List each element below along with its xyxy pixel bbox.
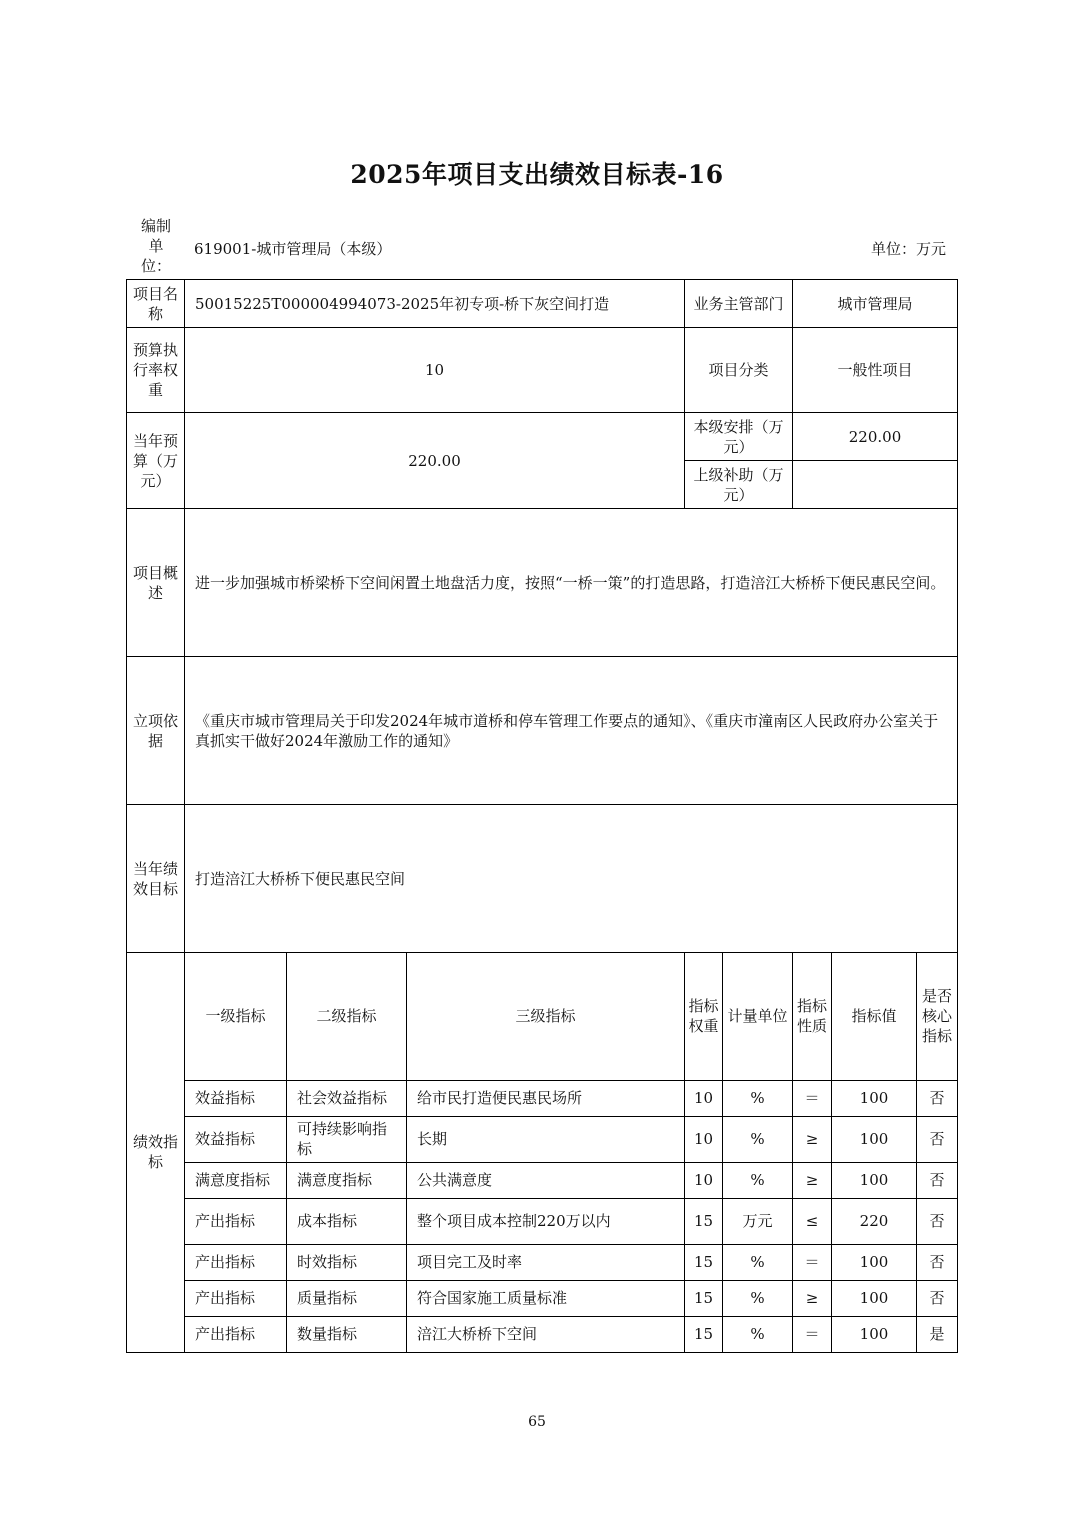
header-weight: 指标权重 — [685, 952, 723, 1080]
value-cell: 100 — [832, 1162, 917, 1198]
weight-cell: 15 — [685, 1198, 723, 1244]
level2-cell: 可持续影响指标 — [287, 1116, 407, 1162]
exec-rate-value: 10 — [185, 328, 685, 413]
project-name: 50015225T000004994073-2025年初专项-桥下灰空间打造 — [185, 280, 685, 328]
unit-cell: % — [723, 1244, 793, 1280]
unit-cell: % — [723, 1316, 793, 1352]
level1-cell: 满意度指标 — [185, 1162, 287, 1198]
unit-cell: % — [723, 1162, 793, 1198]
budget-value: 220.00 — [185, 413, 685, 509]
row-budget — [127, 413, 958, 461]
nature-cell: ≥ — [793, 1116, 832, 1162]
dept-value: 城市管理局 — [793, 280, 958, 328]
row-exec-rate — [127, 328, 958, 413]
unit-cell: % — [723, 1116, 793, 1162]
row-goal — [127, 805, 958, 953]
level3-cell: 给市民打造便民惠民场所 — [407, 1080, 685, 1116]
header-value: 指标值 — [832, 952, 917, 1080]
project-info-table — [126, 279, 958, 953]
level3-cell: 公共满意度 — [407, 1162, 685, 1198]
core-cell: 否 — [917, 1280, 958, 1316]
header-level3: 三级指标 — [407, 952, 685, 1080]
compiling-unit-value: 619001-城市管理局（本级） — [194, 240, 392, 258]
goal-text: 打造涪江大桥桥下便民惠民空间 — [185, 805, 958, 953]
goal-label: 当年绩效目标 — [127, 805, 185, 953]
indicators-header-row — [127, 952, 958, 1080]
level2-cell: 时效指标 — [287, 1244, 407, 1280]
unit-cell: 万元 — [723, 1198, 793, 1244]
currency-unit: 单位：万元 — [870, 240, 946, 258]
core-cell: 否 — [917, 1080, 958, 1116]
core-cell: 否 — [917, 1162, 958, 1198]
level1-cell: 效益指标 — [185, 1116, 287, 1162]
local-label: 本级安排（万元） — [685, 413, 793, 461]
value-cell: 100 — [832, 1080, 917, 1116]
page-number: 65 — [528, 1414, 546, 1430]
table-row — [127, 1280, 958, 1316]
category-label: 项目分类 — [685, 328, 793, 413]
level1-cell: 产出指标 — [185, 1316, 287, 1352]
weight-cell: 15 — [685, 1316, 723, 1352]
level2-cell: 社会效益指标 — [287, 1080, 407, 1116]
weight-cell: 10 — [685, 1080, 723, 1116]
subsidy-value — [793, 461, 958, 509]
table-row — [127, 1080, 958, 1116]
level2-cell: 数量指标 — [287, 1316, 407, 1352]
weight-cell: 15 — [685, 1244, 723, 1280]
header-level1: 一级指标 — [185, 952, 287, 1080]
level2-cell: 成本指标 — [287, 1198, 407, 1244]
nature-cell: ＝ — [793, 1316, 832, 1352]
compiling-unit-label: 编制单位： — [140, 217, 171, 275]
nature-cell: ＝ — [793, 1080, 832, 1116]
unit-cell: % — [723, 1280, 793, 1316]
row-basis — [127, 657, 958, 805]
level3-cell: 整个项目成本控制220万以内 — [407, 1198, 685, 1244]
table-row — [127, 1244, 958, 1280]
basis-text: 《重庆市城市管理局关于印发2024年城市道桥和停车管理工作要点的通知》、《重庆市潼南区人民政府办公室关于真抓实干做好2024年激励工作的通知》 — [185, 657, 958, 805]
level1-cell: 产出指标 — [185, 1198, 287, 1244]
value-cell: 100 — [832, 1280, 917, 1316]
nature-cell: ≥ — [793, 1280, 832, 1316]
value-cell: 220 — [832, 1198, 917, 1244]
level3-cell: 涪江大桥桥下空间 — [407, 1316, 685, 1352]
exec-rate-label: 预算执行率权重 — [127, 328, 185, 413]
header-core: 是否核心指标 — [917, 952, 958, 1080]
dept-label: 业务主管部门 — [685, 280, 793, 328]
indicators-table — [126, 952, 958, 1353]
level1-cell: 效益指标 — [185, 1080, 287, 1116]
core-cell: 否 — [917, 1116, 958, 1162]
unit-cell: % — [723, 1080, 793, 1116]
header-level2: 二级指标 — [287, 952, 407, 1080]
value-cell: 100 — [832, 1316, 917, 1352]
table-row — [127, 1116, 958, 1162]
level3-cell: 符合国家施工质量标准 — [407, 1280, 685, 1316]
project-name-label: 项目名称 — [127, 280, 185, 328]
table-row — [127, 1316, 958, 1352]
budget-label: 当年预算（万元） — [127, 413, 185, 509]
local-value: 220.00 — [793, 413, 958, 461]
overview-label: 项目概述 — [127, 509, 185, 657]
nature-cell: ≤ — [793, 1198, 832, 1244]
table-row — [127, 1162, 958, 1198]
level3-cell: 项目完工及时率 — [407, 1244, 685, 1280]
nature-cell: ＝ — [793, 1244, 832, 1280]
core-cell: 否 — [917, 1244, 958, 1280]
row-overview — [127, 509, 958, 657]
value-cell: 100 — [832, 1244, 917, 1280]
table-row — [127, 1198, 958, 1244]
level3-cell: 长期 — [407, 1116, 685, 1162]
weight-cell: 10 — [685, 1162, 723, 1198]
category-value: 一般性项目 — [793, 328, 958, 413]
weight-cell: 15 — [685, 1280, 723, 1316]
weight-cell: 10 — [685, 1116, 723, 1162]
subsidy-label: 上级补助（万元） — [685, 461, 793, 509]
core-cell: 是 — [917, 1316, 958, 1352]
level1-cell: 产出指标 — [185, 1244, 287, 1280]
nature-cell: ≥ — [793, 1162, 832, 1198]
value-cell: 100 — [832, 1116, 917, 1162]
basis-label: 立项依据 — [127, 657, 185, 805]
page-title: 2025年项目支出绩效目标表-16 — [350, 160, 724, 189]
overview-text: 进一步加强城市桥梁桥下空间闲置土地盘活力度，按照“一桥一策”的打造思路，打造涪江大桥桥下便民惠民空间。 — [185, 509, 958, 657]
row-project-name — [127, 280, 958, 328]
level2-cell: 质量指标 — [287, 1280, 407, 1316]
header-unit: 计量单位 — [723, 952, 793, 1080]
level2-cell: 满意度指标 — [287, 1162, 407, 1198]
indicators-section-label: 绩效指标 — [127, 952, 185, 1352]
level1-cell: 产出指标 — [185, 1280, 287, 1316]
header-nature: 指标性质 — [793, 952, 832, 1080]
core-cell: 否 — [917, 1198, 958, 1244]
